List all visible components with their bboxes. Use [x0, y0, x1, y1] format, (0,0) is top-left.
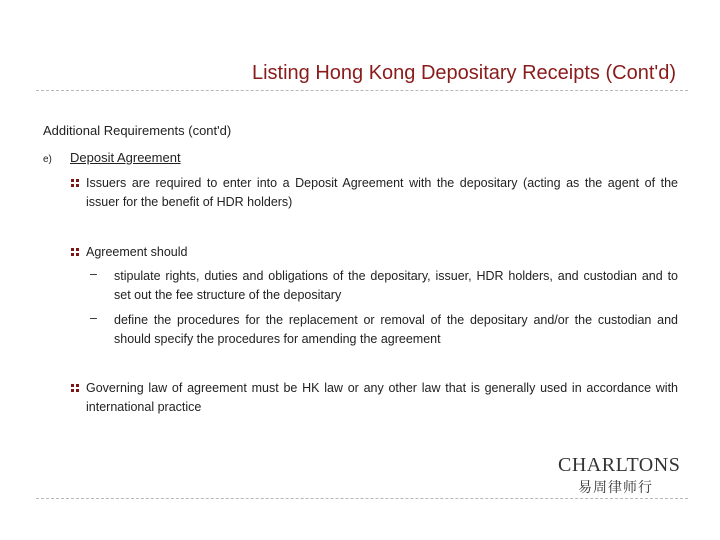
slide-title: Listing Hong Kong Depositary Receipts (Cont'd)	[251, 62, 676, 84]
dash-marker: –	[90, 267, 97, 281]
section-heading: Additional Requirements (cont'd)	[43, 123, 232, 138]
logo-chinese-name: 易周律师行	[578, 480, 653, 496]
bottom-divider	[36, 498, 688, 499]
bullet-icon	[71, 384, 80, 393]
bullet-icon	[71, 179, 80, 188]
charltons-logo	[556, 452, 682, 496]
bullet-text: Agreement should	[86, 245, 188, 259]
logo-name: CHARLTONS	[558, 454, 681, 476]
bullet-text: Governing law of agreement must be HK law or any other law that is generally used in accordance with international practice	[86, 381, 678, 414]
bullet-icon	[71, 248, 80, 257]
sub-item-text: define the procedures for the replacement or removal of the depositary and/or the custodian and should specify the procedures for amending the agreement	[114, 313, 678, 346]
section-marker: e)	[43, 154, 52, 165]
sub-item-text: stipulate rights, duties and obligations of the depositary, issuer, HDR holders, and custodian and to set out the fee structure of the depositary	[114, 269, 678, 302]
bullet-text: Issuers are required to enter into a Deposit Agreement with the depositary (acting as the agent of the issuer for the benefit of HDR holders)	[86, 176, 678, 209]
dash-marker: –	[90, 311, 97, 325]
section-title: Deposit Agreement	[70, 150, 181, 165]
